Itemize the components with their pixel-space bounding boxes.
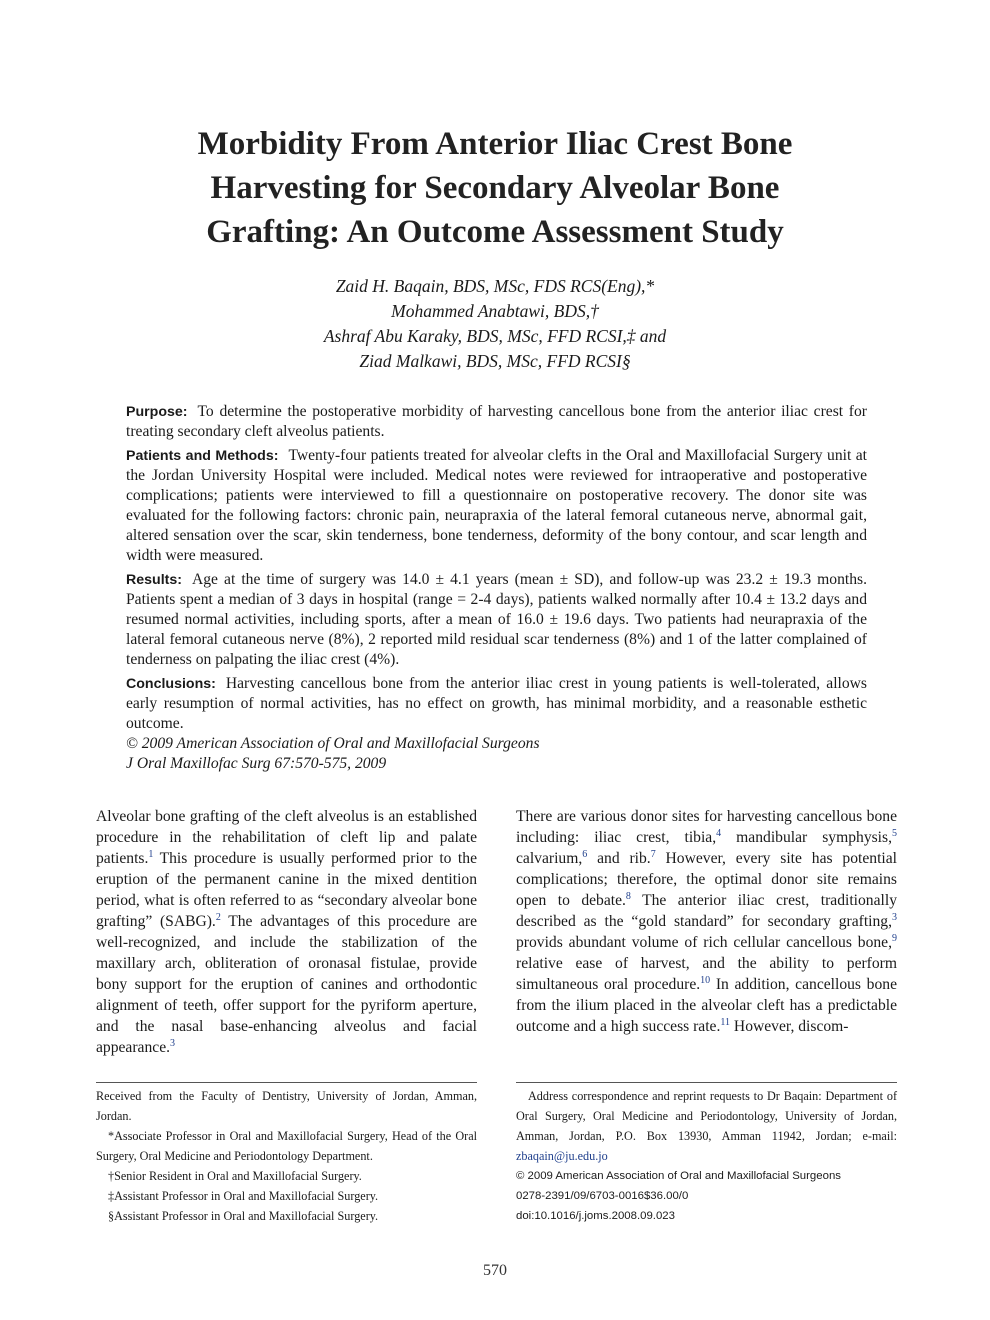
reference-link[interactable]: 3 [170,1037,176,1049]
abstract-copyright: © 2009 American Association of Oral and Maxillofacial Surgeons [126,735,540,752]
correspondence-address: Address correspondence and reprint requests to Dr Baqain: Department of Oral Surgery, Oral Medicine and Periodontology, University of Jordan, Amman, Jordan, P.O. Box 13930, Amman 11942, Jordan; e-mail: zbaqain@ju.edu.jo [516,1089,897,1163]
results-text: Age at the time of surgery was 14.0 ± 4.1 years (mean ± SD), and follow-up was 23.2 ± 19.3 months. Patients spent a median of 3 days in hospital (range = 2-4 days), patients walked normally after 10.4 ± 13.2 days and resumed normal activities, including sports, after a mean of 16.0 ± 19.6 days. Two patients had neurapraxia of the lateral femoral cutaneous nerve (8%), 2 reported mild residual scar tenderness (8%) and 1 of the latter complained of tenderness on palpating the iliac crest (4%). [126,571,867,668]
reference-link[interactable]: 8 [625,890,631,902]
footnote: ‡Assistant Professor in Oral and Maxillofacial Surgery. [108,1189,379,1203]
reference-link[interactable]: 7 [650,848,656,860]
abstract-conclusions [126,674,867,734]
footnote: *Associate Professor in Oral and Maxillofacial Surgery, Head of the Oral Surgery, Oral Medicine and Periodontology Department. [96,1129,477,1163]
footnote-divider [516,1082,897,1083]
page-number: 570 [483,1262,507,1279]
footnote-divider [96,1082,477,1083]
body-paragraph: There are various donor sites for harvesting cancellous bone including: iliac crest, tibia,$^4$ mandibular symphysis,$^5$ calvarium,$^6$ and rib.$^7$ However, every site has potential complications; therefore, the optimal donor site remains open to debate.$^8$ The anterior iliac crest, traditionally described as the “gold standard” for secondary grafting,$^3$ provids abundant volume of rich cellular cancellous bone,$^9$ relative ease of harvest, and the ability to perform simultaneous oral procedure.$^{10}$ In addition, cancellous bone from the ilium placed in the alveolar cleft has a predictable outcome and a high success rate.$^{11}$ However, discom- [516,808,897,1035]
reference-link[interactable]: 4 [716,827,722,839]
reference-link[interactable]: 9 [892,932,897,944]
issn: 0278-2391/09/6703-0016$36.00/0 [516,1190,689,1202]
title-line: Morbidity From Anterior Iliac Crest Bone [197,126,793,162]
results-label: Results: [126,572,182,588]
body-column-right [516,806,897,1037]
methods-text: Twenty-four patients treated for alveolar clefts in the Oral and Maxillofacial Surgery unit at the Jordan University Hospital were included. Medical notes were reviewed for intraoperative and postoperative complications; patients were interviewed to fill a questionnaire on postoperative recovery. The donor site was evaluated for the following factors: chronic pain, neurapraxia of the lateral femoral cutaneous nerve, abnormal gait, altered sensation over the scar, skin tenderness, bone tenderness, deformity of the bony contour, and scar length and width were measured. [126,447,867,564]
email-link[interactable]: zbaqain@ju.edu.jo [516,1149,608,1163]
author-list [150,274,840,374]
reference-link[interactable]: 3 [892,911,897,923]
footnote: †Senior Resident in Oral and Maxillofacial Surgery. [108,1169,362,1183]
reference-link[interactable]: 10 [700,974,711,986]
author: Zaid H. Baqain, BDS, MSc, FDS RCS(Eng),* [335,276,655,296]
reference-link[interactable]: 2 [215,911,221,923]
author: Mohammed Anabtawi, BDS,† [391,301,599,321]
author: Ashraf Abu Karaky, BDS, MSc, FFD RCSI,‡ and [323,326,667,346]
body-column-left [96,806,477,1058]
correspondence-footnotes [516,1086,897,1226]
title-line: Grafting: An Outcome Assessment Study [206,214,784,250]
abstract-results [126,570,867,670]
footnote: §Assistant Professor in Oral and Maxillofacial Surgery. [108,1209,379,1223]
title-line: Harvesting for Secondary Alveolar Bone [210,170,780,206]
conclusions-text: Harvesting cancellous bone from the anterior iliac crest in young patients is well-tolerated, allows early resumption of normal activities, has no effect on growth, has minimal morbidity, and a reasonable esthetic outcome. [126,675,867,732]
abstract-purpose [126,402,867,442]
reference-link[interactable]: 11 [720,1016,731,1028]
reference-link[interactable]: 5 [891,827,897,839]
purpose-text: To determine the postoperative morbidity of harvesting cancellous bone from the anterior iliac crest for treating secondary cleft alveolus patients. [126,403,867,440]
abstract [126,402,867,774]
abstract-methods [126,446,867,566]
journal-citation: J Oral Maxillofac Surg 67:570-575, 2009 [126,755,387,772]
methods-label: Patients and Methods: [126,448,279,464]
footnote-copyright: © 2009 American Association of Oral and Maxillofacial Surgeons [516,1170,841,1182]
reference-link[interactable]: 6 [582,848,588,860]
body-paragraph: Alveolar bone grafting of the cleft alveolus is an established procedure in the rehabilitation of cleft lip and palate patients.$^1$ This procedure is usually performed prior to the eruption of the permanent canine in the mixed dentition period, what is often referred to as “secondary alveolar bone grafting” (SABG).$^2$ The advantages of this procedure are well-recognized, and include the stabilization of the maxillary arch, obliteration of oronasal fistulae, provide bony support for the eruption of canines and orthodontic alignment of teeth, offer support for the pyriform aperture, and the nasal base-enhancing alveolus and facial appearance.$^3$ [96,808,477,1056]
purpose-label: Purpose: [126,404,188,420]
conclusions-label: Conclusions: [126,676,216,692]
footnote: Received from the Faculty of Dentistry, University of Jordan, Amman, Jordan. [96,1089,477,1123]
author: Ziad Malkawi, BDS, MSc, FFD RCSI§ [359,351,631,371]
affiliation-footnotes [96,1086,477,1226]
article-title [100,122,890,254]
reference-link[interactable]: 1 [148,848,154,860]
doi: doi:10.1016/j.joms.2008.09.023 [516,1210,675,1222]
